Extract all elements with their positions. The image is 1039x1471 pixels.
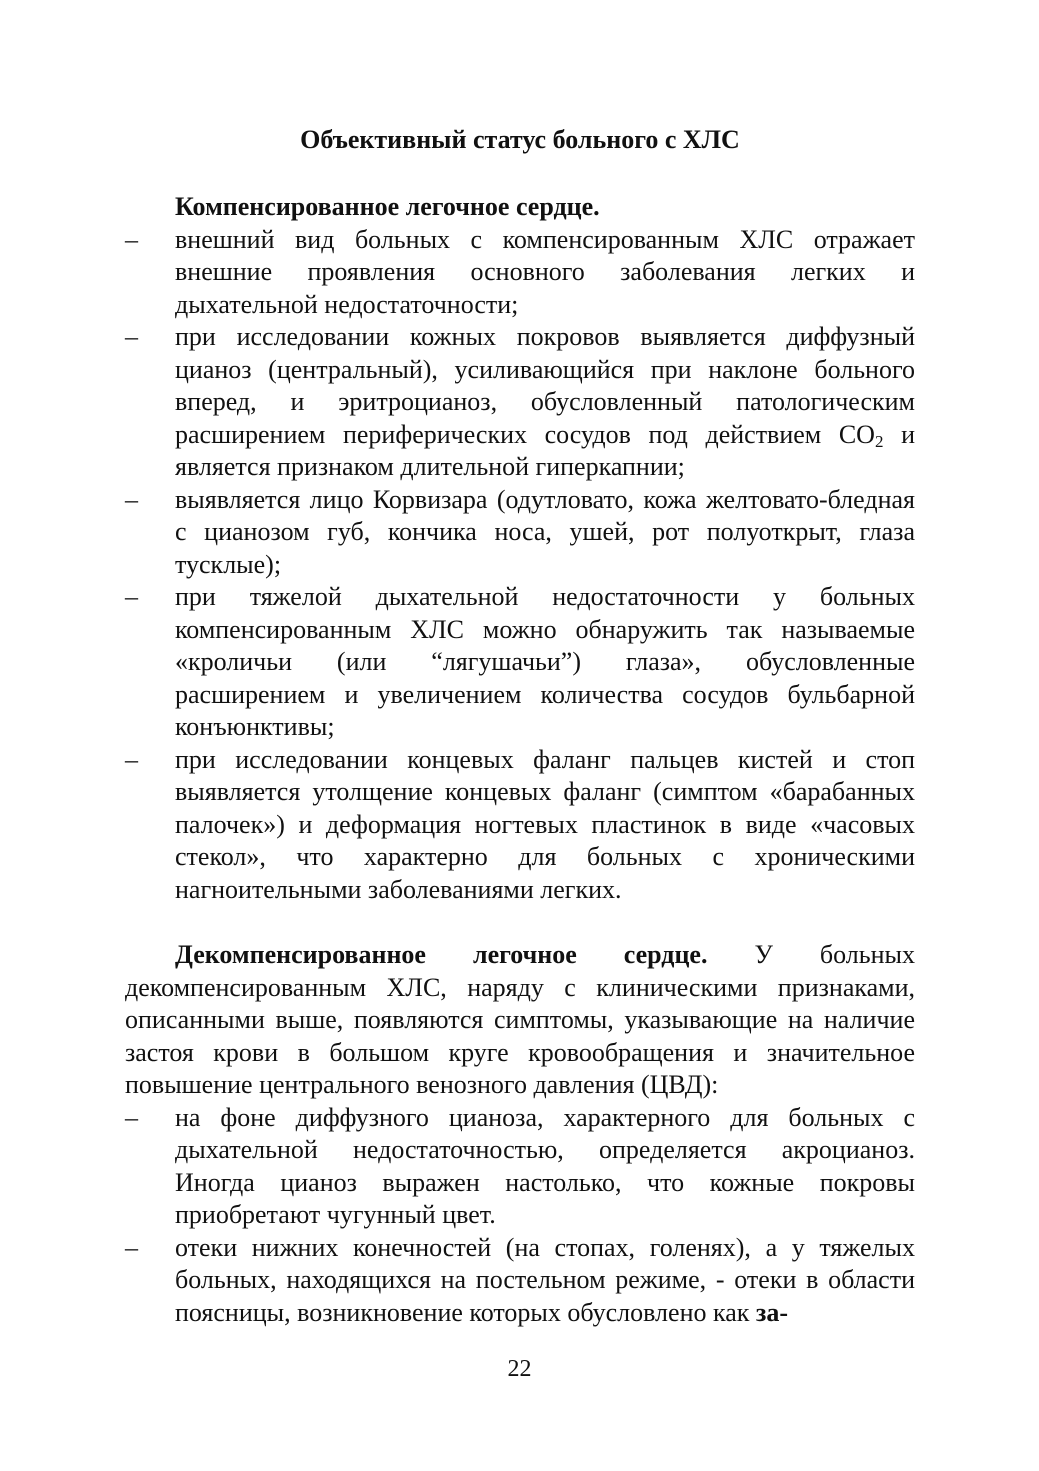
decompensated-paragraph [125,939,915,1102]
list-item [125,581,915,744]
paragraph-text: У больных декомпенсированным ХЛС, наряду с клиническими признаками, описанными выше, появляются симптомы, указывающие на наличие застоя крови в большом круге кровообращения и значительное повышение центрального венозного давления (ЦВД): [125,940,915,1099]
list-item-text: отеки нижних конечностей (на стопах, голенях), а у тяжелых больных, находящихся на постельном режиме, - отеки в области поясницы, возникновение которых обусловлено как [175,1232,915,1327]
list-item-text-tail: и является признаком длительной гиперкапнии; [175,419,915,481]
dash-marker: – [125,582,138,611]
page-number: 22 [507,1356,532,1382]
list-item [125,484,915,582]
page-title: Объективный статус больного с ХЛС [300,125,740,154]
bold-continuation: за- [755,1297,788,1327]
document-page [125,124,915,1329]
section-heading-decompensated: Декомпенсированное легочное сердце. [175,940,708,969]
compensated-list [125,224,915,907]
list-item-text: при исследовании кожных покровов выявляется диффузный цианоз (центральный), усиливающийся при наклоне больного вперед, и эритроцианоз, обусловленный патологическим расширением периферических сосудов под действием СО [175,322,915,449]
dash-marker: – [125,224,138,254]
section-heading-compensated: Компенсированное легочное сердце. [175,192,600,221]
list-item [125,744,915,907]
list-item [125,1102,915,1232]
dash-marker: – [125,322,138,351]
list-item [125,321,915,484]
list-item-text: при исследовании концевых фаланг пальцев кистей и стоп выявляется утолщение концевых фаланг (симптом «барабанных палочек») и деформация ногтевых пластинок в виде «часовых стекол», что характерно для больных с хроническими нагноительными заболеваниями легких. [175,744,915,904]
dash-marker: – [125,744,138,774]
dash-marker: – [125,1102,138,1132]
dash-marker: – [125,1232,138,1262]
subscript: 2 [874,431,884,451]
list-item-text: внешний вид больных с компенсированным ХЛС отражает внешние проявления основного заболевания легких и дыхательной недостаточности; [175,224,915,319]
list-item-text: выявляется лицо Корвизара (одутловато, кожа желтовато-бледная с цианозом губ, кончика носа, ушей, рот полуоткрыт, глаза тусклые); [175,484,915,579]
list-item [125,224,915,322]
dash-marker: – [125,484,138,514]
decompensated-list [125,1102,915,1330]
list-item-text: при тяжелой дыхательной недостаточности у больных компенсированным ХЛС можно обнаружить так называемые «кроличьи (или “лягушачьи”) глаза», обусловленные расширением и увеличением количества сосудов бульбарной конъюнктивы; [175,582,915,741]
list-item-text: на фоне диффузного цианоза, характерного для больных с дыхательной недостаточностью, определяется акроцианоз. Иногда цианоз выражен настолько, что кожные покровы приобретают чугунный цвет. [175,1102,915,1229]
list-item [125,1232,915,1330]
